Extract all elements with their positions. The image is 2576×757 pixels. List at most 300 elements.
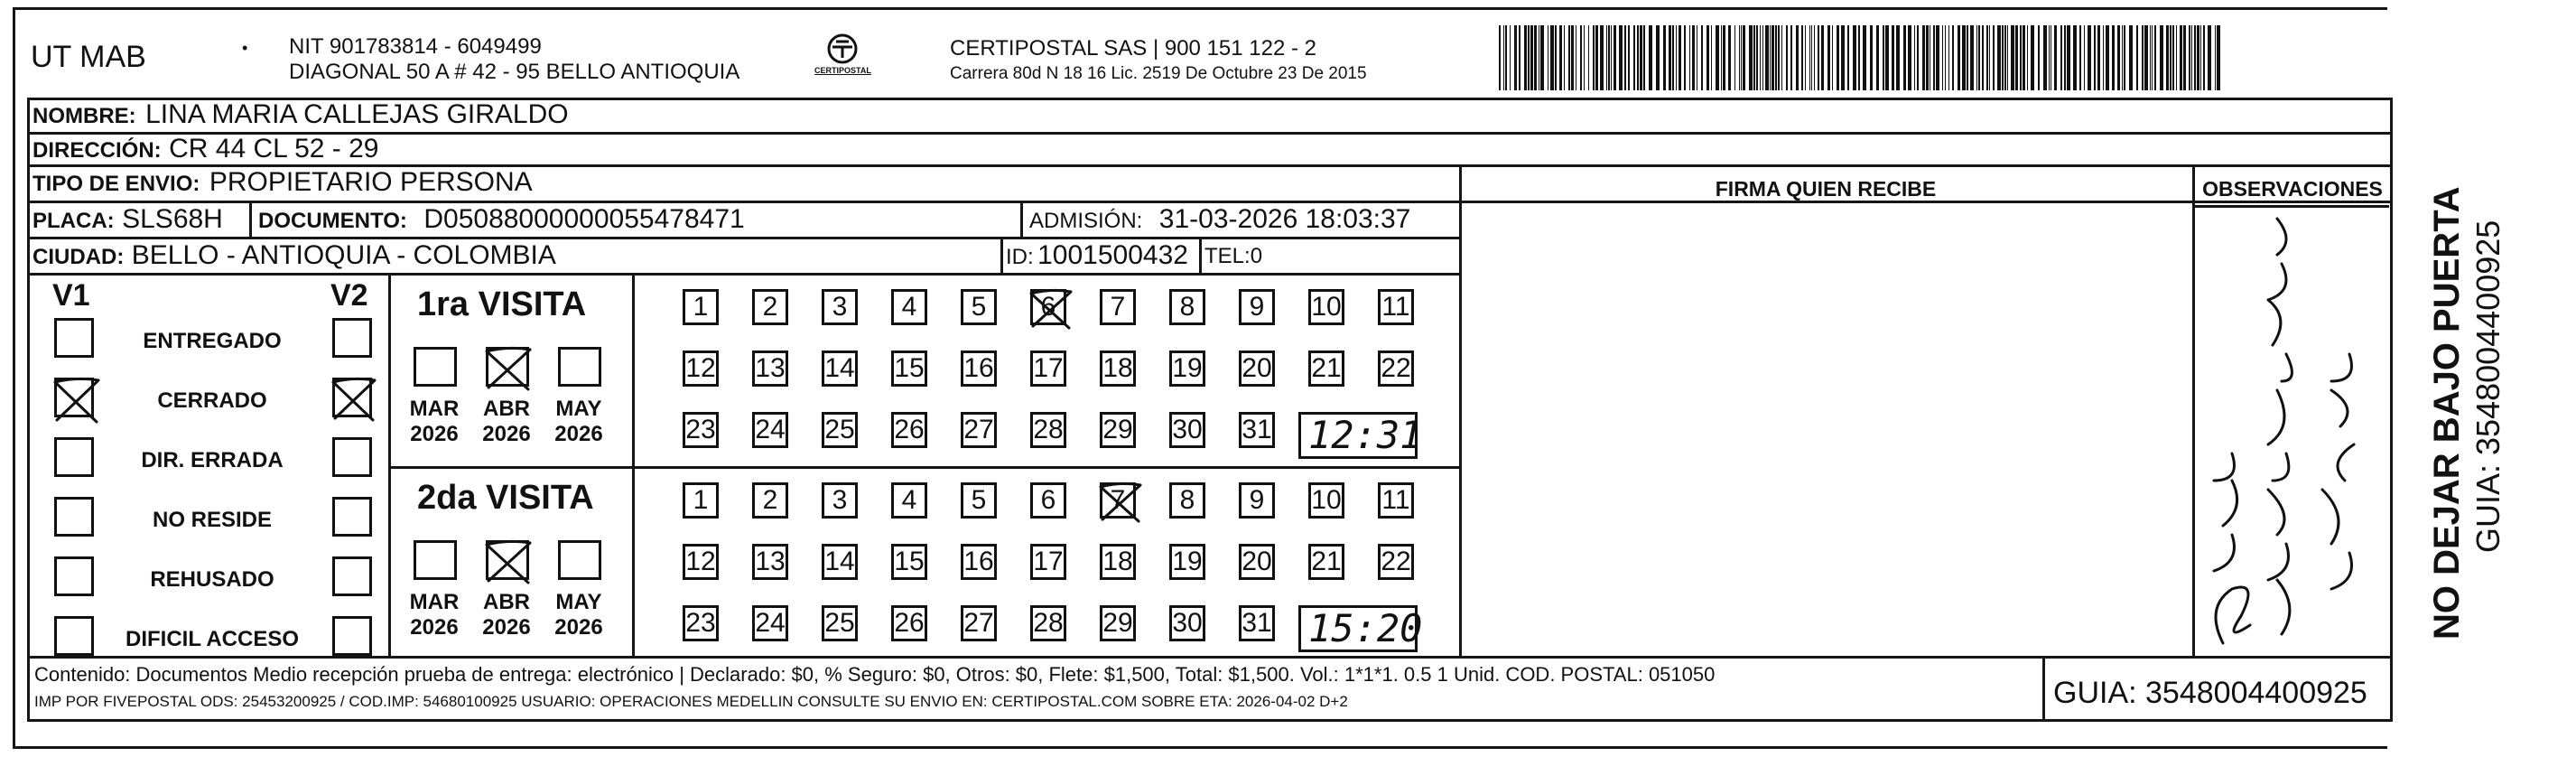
address-label: DIRECCIÓN: xyxy=(33,138,162,163)
day-box[interactable] xyxy=(683,350,719,387)
barcode-bar xyxy=(2103,25,2104,90)
barcode-bar xyxy=(1669,25,1671,90)
day-number: 21 xyxy=(1311,547,1342,576)
rule xyxy=(27,273,1459,276)
day-number: 26 xyxy=(894,415,925,444)
status-label: CERRADO xyxy=(157,388,267,413)
barcode-bar xyxy=(1978,25,1980,90)
day-box[interactable] xyxy=(683,605,719,641)
day-box[interactable] xyxy=(891,605,927,641)
day-box[interactable] xyxy=(822,350,858,387)
day-box[interactable] xyxy=(1378,482,1414,519)
barcode-bar xyxy=(1692,25,1695,90)
time-box[interactable] xyxy=(1298,412,1423,459)
contents-line: Contenido: Documentos Medio recepción prueba de entrega: electrónico | Declarado: $0, % Seguro: $0, Otros: $0, Flete: $1,500, Total: $1,500. Vol.: 1*1*1. 0.5 1 Unid. COD. POSTAL: 051050 xyxy=(34,663,1716,686)
day-number: 30 xyxy=(1172,415,1203,444)
day-number: 2 xyxy=(762,485,778,515)
day-box[interactable] xyxy=(891,544,927,580)
rule xyxy=(27,98,30,722)
day-box[interactable] xyxy=(1239,289,1275,325)
barcode-bar xyxy=(1952,25,1954,90)
barcode-bar xyxy=(2054,25,2057,90)
barcode-bar xyxy=(1608,25,1610,90)
barcode-bar xyxy=(1499,25,1501,90)
barcode-bar xyxy=(1571,25,1574,90)
barcode-bar xyxy=(1613,25,1616,90)
v1-checkbox[interactable] xyxy=(54,556,94,596)
barcode-bar xyxy=(1619,25,1623,90)
visit-title: 1ra VISITA xyxy=(417,285,587,323)
day-box[interactable] xyxy=(1169,412,1205,448)
day-box[interactable] xyxy=(891,412,927,448)
barcode-bar xyxy=(1701,25,1703,90)
barcode-bar xyxy=(1962,25,1966,90)
day-box[interactable] xyxy=(1030,350,1066,387)
barcode-bar xyxy=(1942,25,1943,90)
v2-checkbox[interactable] xyxy=(332,318,372,358)
day-box[interactable] xyxy=(961,350,997,387)
barcode-bar xyxy=(1786,25,1788,90)
barcode-bar xyxy=(2079,25,2081,90)
day-number: 4 xyxy=(901,485,917,515)
day-box[interactable] xyxy=(961,412,997,448)
visit-divider xyxy=(388,466,1459,469)
barcode-bar xyxy=(1982,25,1984,90)
barcode-bar xyxy=(2124,25,2125,90)
day-box[interactable] xyxy=(1308,350,1344,387)
barcode-bar xyxy=(2144,25,2148,90)
barcode-bar xyxy=(1723,25,1725,90)
v1-checkbox[interactable] xyxy=(54,616,94,656)
day-box[interactable] xyxy=(1030,412,1066,448)
v2-checkbox[interactable] xyxy=(332,497,372,537)
plate-field xyxy=(33,206,223,233)
barcode-bar xyxy=(2043,25,2047,90)
barcode-bar xyxy=(2097,25,2100,90)
status-label: NO RESIDE xyxy=(152,508,273,532)
handwritten-time: 12:31 xyxy=(1308,413,1423,457)
barcode-bar xyxy=(1796,25,1799,90)
day-number: 15 xyxy=(894,353,925,383)
day-number: 29 xyxy=(1102,608,1133,638)
tel-value: 0 xyxy=(1250,244,1263,268)
barcode-bar xyxy=(1847,25,1849,90)
day-number: 12 xyxy=(685,547,716,576)
id-label: ID: xyxy=(1006,245,1034,269)
day-box[interactable] xyxy=(1308,482,1344,519)
carrier-address: Carrera 80d N 18 16 Lic. 2519 De Octubre 23 De 2015 xyxy=(950,64,1367,83)
day-box[interactable] xyxy=(822,605,858,641)
day-box[interactable] xyxy=(1030,289,1066,325)
barcode-bar xyxy=(1568,25,1570,90)
rule xyxy=(27,201,2393,203)
barcode-bar xyxy=(1765,25,1769,90)
barcode-bar xyxy=(1885,25,1889,90)
day-number: 28 xyxy=(1033,415,1064,444)
day-number: 7 xyxy=(1110,485,1126,515)
day-number: 15 xyxy=(894,547,925,576)
day-number: 6 xyxy=(1040,485,1056,515)
day-number: 5 xyxy=(971,292,987,322)
barcode-bar xyxy=(2189,25,2190,90)
day-box[interactable] xyxy=(1100,544,1136,580)
barcode-bar xyxy=(1711,25,1712,90)
barcode-bar xyxy=(2136,25,2138,90)
barcode-bar xyxy=(1936,25,1939,90)
status-label: ENTREGADO xyxy=(143,329,282,353)
admission-value: 31-03-2026 18:03:37 xyxy=(1158,204,1411,234)
month-label: ABR xyxy=(483,590,530,614)
barcode-bar xyxy=(1649,25,1652,90)
barcode-bar xyxy=(1778,25,1780,90)
handwritten-x-mark xyxy=(1029,288,1073,330)
calendar-divider xyxy=(632,273,635,659)
day-number: 7 xyxy=(1110,292,1126,322)
barcode-bar xyxy=(1926,25,1929,90)
day-number: 17 xyxy=(1033,547,1064,576)
side-guide-number: GUIA: 3548004400925 xyxy=(2469,220,2506,553)
barcode-bar xyxy=(2015,25,2018,90)
day-box[interactable] xyxy=(822,289,858,325)
month-checkbox[interactable] xyxy=(414,347,457,387)
v2-checkbox[interactable] xyxy=(332,556,372,596)
barcode-bar xyxy=(2007,25,2008,90)
barcode-bar xyxy=(1993,25,1995,90)
day-box[interactable] xyxy=(1030,482,1066,519)
day-box[interactable] xyxy=(961,605,997,641)
handwritten-x-mark xyxy=(485,346,532,391)
type-label: TIPO DE ENVIO: xyxy=(33,172,200,196)
day-box[interactable] xyxy=(1169,289,1205,325)
barcode-bar xyxy=(1908,25,1911,90)
day-box[interactable] xyxy=(891,289,927,325)
day-number: 20 xyxy=(1242,353,1272,383)
day-number: 27 xyxy=(963,608,994,638)
barcode-bar xyxy=(2060,25,2062,90)
day-number: 1 xyxy=(693,292,709,322)
barcode-bar xyxy=(1970,25,1974,90)
day-number: 31 xyxy=(1242,608,1272,638)
document-field xyxy=(258,206,745,233)
day-box[interactable] xyxy=(1239,544,1275,580)
rule xyxy=(1199,237,1202,276)
day-number: 27 xyxy=(963,415,994,444)
barcode-bar xyxy=(1827,25,1830,90)
barcode-bar xyxy=(1628,25,1630,90)
barcode-bar xyxy=(1772,25,1774,90)
signature-header: FIRMA QUIEN RECIBE xyxy=(1715,177,1937,201)
observations-header: OBSERVACIONES xyxy=(2202,177,2383,201)
day-number: 30 xyxy=(1172,608,1203,638)
barcode-bar xyxy=(1903,25,1906,90)
rule xyxy=(1000,237,1003,276)
day-number: 23 xyxy=(685,415,716,444)
barcode-bar xyxy=(2112,25,2115,90)
rule xyxy=(249,201,252,239)
rule xyxy=(1020,201,1023,239)
imp-line: IMP POR FIVEPOSTAL ODS: 25453200925 / COD.IMP: 54680100925 USUARIO: OPERACIONES MEDELLIN CONSULTE SU ENVIO EN: CERTIPOSTAL.COM SOBRE ETA: 2026-04-02 D+2 xyxy=(34,693,1348,710)
barcode-bar xyxy=(1821,25,1824,90)
barcode-bar xyxy=(1870,25,1873,90)
day-box[interactable] xyxy=(683,412,719,448)
rule xyxy=(27,719,2393,722)
day-number: 18 xyxy=(1102,547,1133,576)
company-nit: NIT 901783814 - 6049499 xyxy=(289,34,542,59)
day-box[interactable] xyxy=(752,544,788,580)
day-number: 24 xyxy=(755,608,786,638)
month-checkbox[interactable] xyxy=(414,540,457,580)
barcode-bar xyxy=(2004,25,2006,90)
barcode-bar xyxy=(1914,25,1915,90)
handwritten-x-mark xyxy=(331,377,377,422)
barcode-bar xyxy=(2031,25,2034,90)
day-box[interactable] xyxy=(1100,412,1136,448)
v1-checkbox[interactable] xyxy=(54,318,94,358)
status-label: DIR. ERRADA xyxy=(141,448,284,472)
day-box[interactable] xyxy=(1169,605,1205,641)
barcode-bar xyxy=(2142,25,2144,90)
barcode-bar xyxy=(1917,25,1919,90)
day-box[interactable] xyxy=(683,482,719,519)
rule xyxy=(2192,205,2389,208)
barcode-bar xyxy=(1530,25,1533,90)
barcode-bar xyxy=(1721,25,1722,90)
day-box[interactable] xyxy=(1030,605,1066,641)
address-value: CR 44 CL 52 - 29 xyxy=(169,134,379,164)
barcode-bar xyxy=(2094,25,2096,90)
day-number: 12 xyxy=(685,353,716,383)
day-box[interactable] xyxy=(961,482,997,519)
month-label: ABR xyxy=(483,397,530,421)
v1-header: V1 xyxy=(52,278,90,313)
visit-title: 2da VISITA xyxy=(417,479,594,517)
barcode-bar xyxy=(1756,25,1758,90)
bullet: • xyxy=(242,39,248,57)
admission-label: ADMISIÓN: xyxy=(1029,209,1143,233)
barcode-bar xyxy=(1588,25,1589,90)
day-number: 4 xyxy=(901,292,917,322)
month-checkbox[interactable] xyxy=(558,540,601,580)
admission-field xyxy=(1029,206,1410,233)
barcode-bar xyxy=(1637,25,1639,90)
month-checkbox[interactable] xyxy=(558,347,601,387)
day-box[interactable] xyxy=(1100,289,1136,325)
day-number: 19 xyxy=(1172,353,1203,383)
day-number: 9 xyxy=(1249,292,1265,322)
day-box[interactable] xyxy=(1169,350,1205,387)
barcode-bar xyxy=(1534,25,1537,90)
barcode-bar xyxy=(2023,25,2025,90)
city-value: BELLO - ANTIOQUIA - COLOMBIA xyxy=(131,240,556,270)
footer-guide-number: GUIA: 3548004400925 xyxy=(2053,676,2367,710)
guide-divider xyxy=(2042,656,2045,722)
rule xyxy=(27,132,2393,135)
day-number: 6 xyxy=(1040,292,1056,322)
day-box[interactable] xyxy=(1308,289,1344,325)
day-box[interactable] xyxy=(1100,350,1136,387)
barcode-bar xyxy=(1883,25,1884,90)
city-field xyxy=(33,242,556,269)
barcode-bar xyxy=(2217,25,2220,90)
day-number: 26 xyxy=(894,608,925,638)
certipostal-logo-icon xyxy=(811,33,874,83)
carrier-name: CERTIPOSTAL SAS | 900 151 122 - 2 xyxy=(950,36,1316,61)
day-number: 14 xyxy=(824,547,855,576)
status-label: REHUSADO xyxy=(150,567,274,592)
day-box[interactable] xyxy=(1030,544,1066,580)
certipostal-logo xyxy=(811,33,874,83)
year-label: 2026 xyxy=(482,615,531,640)
day-number: 24 xyxy=(755,415,786,444)
month-label: MAR xyxy=(409,590,460,614)
top-border xyxy=(13,7,2387,10)
barcode-bar xyxy=(2067,25,2070,90)
day-box[interactable] xyxy=(1239,605,1275,641)
day-number: 1 xyxy=(693,485,709,515)
time-box[interactable] xyxy=(1298,605,1423,652)
barcode-bar xyxy=(1580,25,1582,90)
v2-checkbox[interactable] xyxy=(332,616,372,656)
barcode-bar xyxy=(1595,25,1598,90)
barcode-bar xyxy=(1958,25,1960,90)
day-box[interactable] xyxy=(683,289,719,325)
barcode-bar xyxy=(1853,25,1856,90)
rule xyxy=(27,237,1459,239)
barcode-bar xyxy=(1997,25,2001,90)
barcode-bar xyxy=(1633,25,1635,90)
day-number: 3 xyxy=(832,292,848,322)
barcode-bar xyxy=(1706,25,1709,90)
city-label: CIUDAD: xyxy=(33,245,125,269)
year-label: 2026 xyxy=(482,422,531,446)
barcode-bar xyxy=(1743,25,1745,90)
v1-checkbox[interactable] xyxy=(54,378,94,417)
day-number: 17 xyxy=(1033,353,1064,383)
day-box[interactable] xyxy=(752,350,788,387)
barcode-bar xyxy=(2152,25,2153,90)
document-value: D05088000000055478471 xyxy=(423,204,745,234)
barcode-bar xyxy=(2197,25,2199,90)
day-box[interactable] xyxy=(752,482,788,519)
day-box[interactable] xyxy=(822,544,858,580)
day-box[interactable] xyxy=(1169,544,1205,580)
v2-checkbox[interactable] xyxy=(332,378,372,417)
day-box[interactable] xyxy=(1239,412,1275,448)
v2-checkbox[interactable] xyxy=(332,437,372,477)
barcode-bar xyxy=(1948,25,1949,90)
barcode-bar xyxy=(1676,25,1677,90)
address-field xyxy=(33,136,378,163)
barcode-bar xyxy=(1801,25,1803,90)
barcode-bar xyxy=(1600,25,1604,90)
v1-checkbox[interactable] xyxy=(54,497,94,537)
barcode-bar xyxy=(1989,25,1990,90)
day-box[interactable] xyxy=(1100,605,1136,641)
month-checkbox[interactable] xyxy=(486,540,529,580)
day-box[interactable] xyxy=(822,482,858,519)
observations-divider xyxy=(2192,164,2195,659)
v1-checkbox[interactable] xyxy=(54,437,94,477)
barcode-bar xyxy=(1611,25,1612,90)
id-field xyxy=(1006,242,1188,269)
barcode-bar xyxy=(2183,25,2186,90)
day-box[interactable] xyxy=(891,482,927,519)
barcode-bar xyxy=(1896,25,1900,90)
id-value: 1001500432 xyxy=(1037,240,1188,270)
day-box[interactable] xyxy=(961,289,997,325)
barcode-bar xyxy=(1811,25,1812,90)
day-number: 23 xyxy=(685,608,716,638)
plate-label: PLACA: xyxy=(33,209,115,233)
document-label: DOCUMENTO: xyxy=(258,209,407,233)
year-label: 2026 xyxy=(554,615,603,640)
month-label: MAR xyxy=(409,397,460,421)
barcode-bar xyxy=(1716,25,1719,90)
month-checkbox[interactable] xyxy=(486,347,529,387)
left-border xyxy=(13,7,15,749)
barcode-bar xyxy=(1933,25,1935,90)
day-box[interactable] xyxy=(1239,482,1275,519)
day-number: 22 xyxy=(1381,547,1411,576)
barcode-bar xyxy=(1837,25,1839,90)
day-box[interactable] xyxy=(891,350,927,387)
day-box[interactable] xyxy=(1378,544,1414,580)
barcode-bar xyxy=(1922,25,1925,90)
handwritten-time: 15:20 xyxy=(1308,606,1423,650)
no-dejar-warning: NO DEJAR BAJO PUERTA xyxy=(2427,186,2467,640)
day-box[interactable] xyxy=(1378,289,1414,325)
day-box[interactable] xyxy=(752,412,788,448)
day-number: 3 xyxy=(832,485,848,515)
barcode-bar xyxy=(1809,25,1810,90)
year-label: 2026 xyxy=(410,422,459,446)
day-number: 10 xyxy=(1311,485,1342,515)
day-box[interactable] xyxy=(1169,482,1205,519)
barcode-bar xyxy=(1858,25,1860,90)
barcode-bar xyxy=(1689,25,1690,90)
barcode-bar xyxy=(1762,25,1763,90)
day-box[interactable] xyxy=(752,605,788,641)
barcode-bar xyxy=(1832,25,1833,90)
day-box[interactable] xyxy=(1378,350,1414,387)
tel-label: TEL: xyxy=(1204,244,1251,268)
barcode-bar xyxy=(1663,25,1666,90)
day-number: 19 xyxy=(1172,547,1203,576)
barcode-bar xyxy=(1684,25,1686,90)
barcode-bar xyxy=(1584,25,1585,90)
barcode-bar xyxy=(2011,25,2014,90)
type-field xyxy=(33,169,533,196)
barcode-bar xyxy=(1841,25,1845,90)
handwritten-x-mark xyxy=(485,539,532,584)
day-box[interactable] xyxy=(1308,544,1344,580)
day-box[interactable] xyxy=(752,289,788,325)
day-box[interactable] xyxy=(683,544,719,580)
day-box[interactable] xyxy=(1100,482,1136,519)
day-box[interactable] xyxy=(961,544,997,580)
tel-field xyxy=(1204,246,1262,267)
barcode-bar xyxy=(2084,25,2085,90)
barcode-bar xyxy=(2073,25,2077,90)
day-number: 28 xyxy=(1033,608,1064,638)
day-number: 13 xyxy=(755,353,786,383)
day-box[interactable] xyxy=(822,412,858,448)
barcode-bar xyxy=(2049,25,2050,90)
barcode-bar xyxy=(2020,25,2022,90)
day-box[interactable] xyxy=(1239,350,1275,387)
day-number: 8 xyxy=(1179,292,1195,322)
barcode-bar xyxy=(1528,25,1530,90)
